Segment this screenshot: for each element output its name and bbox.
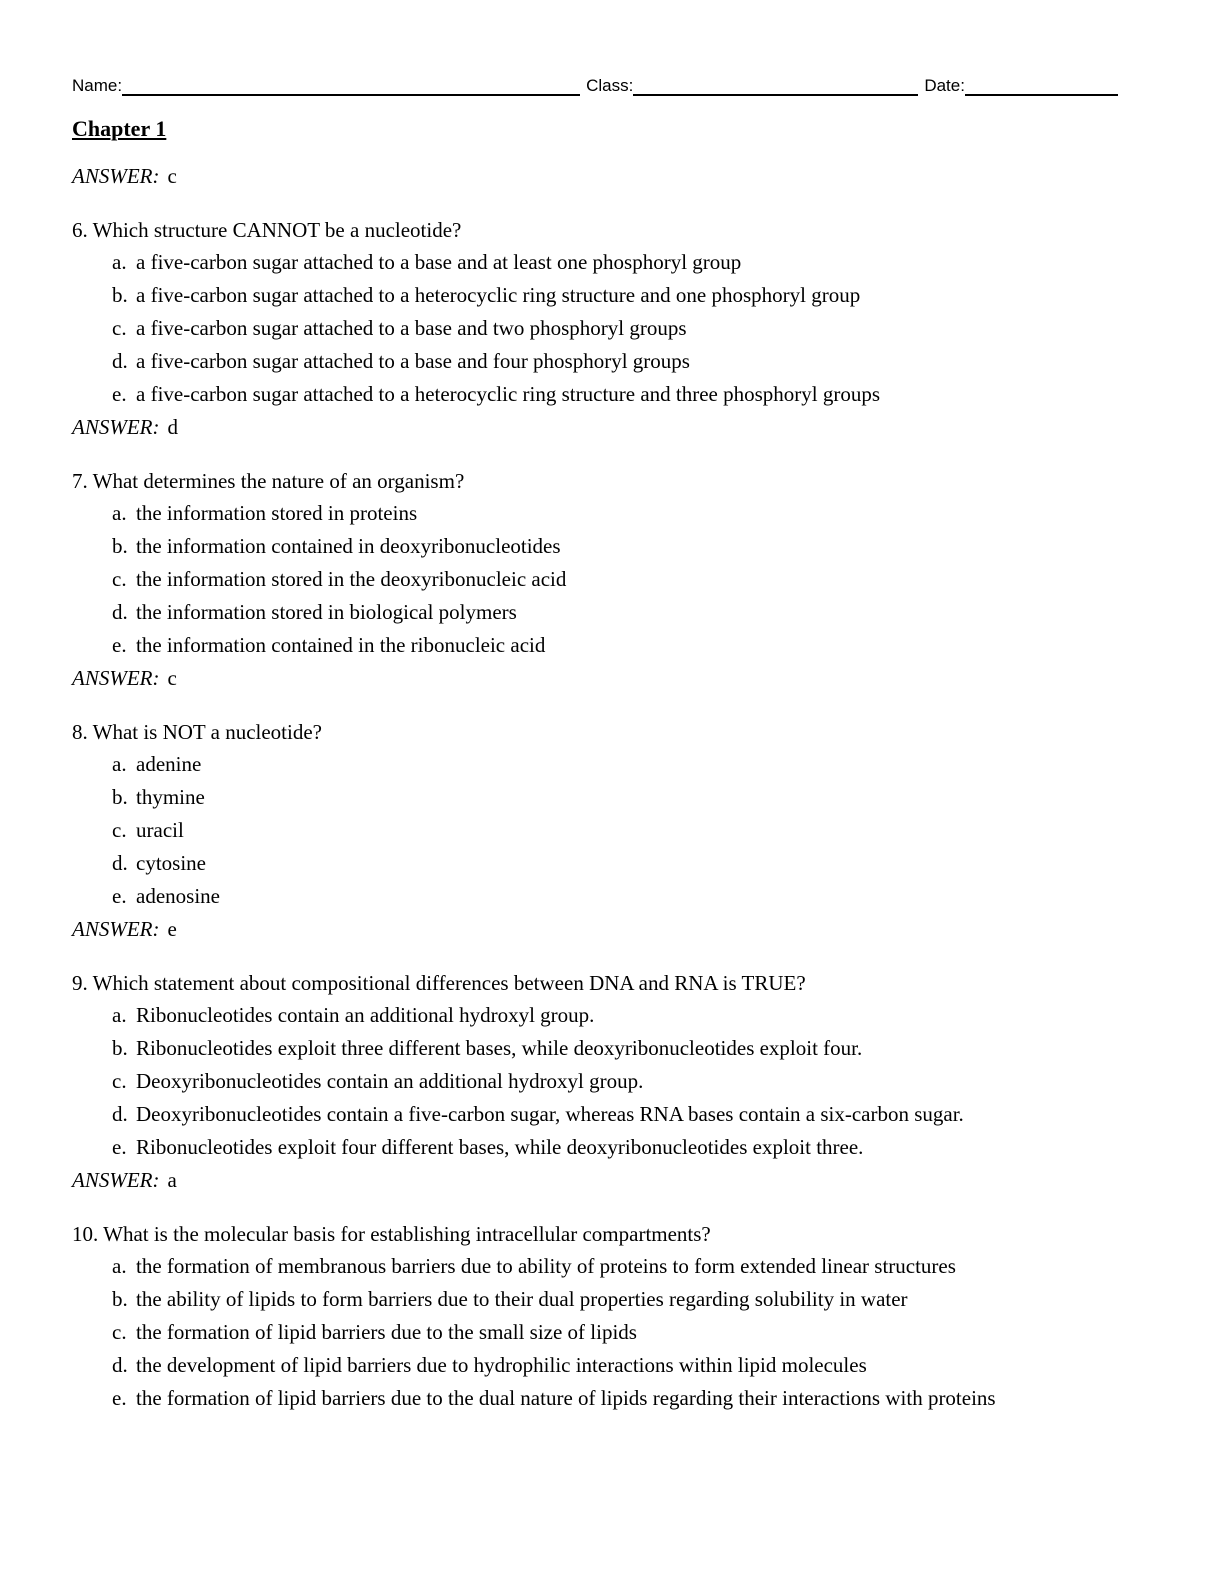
answer-line: [72, 913, 1144, 946]
question-stem: 9. Which statement about compositional differences between DNA and RNA is TRUE?: [72, 971, 806, 995]
answer-option: [72, 814, 1144, 847]
option-text: Ribonucleotides contain an additional hydroxyl group.: [136, 1003, 595, 1027]
option-letter: a.: [112, 1003, 127, 1027]
option-text: Ribonucleotides exploit four different bases, while deoxyribonucleotides exploit three.: [136, 1135, 864, 1159]
option-text: the development of lipid barriers due to hydrophilic interactions within lipid molecules: [136, 1353, 867, 1377]
question-block: [72, 1219, 1144, 1415]
option-letter: b.: [112, 1287, 128, 1311]
question-stem: 8. What is NOT a nucleotide?: [72, 720, 322, 744]
option-text: thymine: [136, 785, 205, 809]
option-letter: d.: [112, 600, 128, 624]
option-letter: e.: [112, 884, 127, 908]
question-stem: 10. What is the molecular basis for establishing intracellular compartments?: [72, 1222, 711, 1246]
answer-option: [72, 1349, 1144, 1382]
answer-option: [72, 1316, 1144, 1349]
answer-option: [72, 378, 1144, 411]
answer-option: [72, 1032, 1144, 1065]
answer-label: ANSWER:: [72, 1168, 160, 1192]
option-letter: a.: [112, 501, 127, 525]
option-letter: b.: [112, 534, 128, 558]
date-label: Date:: [924, 76, 965, 95]
option-letter: b.: [112, 283, 128, 307]
answer-option: [72, 312, 1144, 345]
option-text: a five-carbon sugar attached to a heterocyclic ring structure and one phosphoryl group: [136, 283, 861, 307]
answer-option: [72, 748, 1144, 781]
option-letter: e.: [112, 382, 127, 406]
answer-value: d: [167, 415, 178, 439]
option-letter: b.: [112, 785, 128, 809]
question-block: [72, 215, 1144, 444]
option-letter: b.: [112, 1036, 128, 1060]
option-letter: d.: [112, 349, 128, 373]
option-letter: a.: [112, 250, 127, 274]
answer-option: [72, 246, 1144, 279]
answer-label: ANSWER:: [72, 415, 160, 439]
option-letter: e.: [112, 633, 127, 657]
answer-value: e: [167, 917, 177, 941]
date-blank[interactable]: [965, 74, 1118, 96]
answer-option: [72, 279, 1144, 312]
answer-option: [72, 596, 1144, 629]
answer-option: [72, 880, 1144, 913]
class-blank[interactable]: [633, 74, 918, 96]
answer-option: [72, 1283, 1144, 1316]
answer-label: ANSWER:: [72, 917, 160, 941]
answer-option: [72, 1098, 1144, 1131]
answer-option: [72, 345, 1144, 378]
option-text: the information stored in biological polymers: [136, 600, 517, 624]
option-text: the ability of lipids to form barriers due to their dual properties regarding solubility in water: [136, 1287, 908, 1311]
option-letter: c.: [112, 316, 127, 340]
name-label: Name:: [72, 76, 123, 95]
option-text: the information contained in deoxyribonucleotides: [136, 534, 561, 558]
option-letter: a.: [112, 1254, 127, 1278]
option-text: a five-carbon sugar attached to a heterocyclic ring structure and three phosphoryl groups: [136, 382, 881, 406]
question-block: [72, 717, 1144, 946]
option-text: the formation of lipid barriers due to the dual nature of lipids regarding their interactions with proteins: [136, 1386, 996, 1410]
option-letter: d.: [112, 1353, 128, 1377]
class-label: Class:: [586, 76, 634, 95]
name-blank[interactable]: [122, 74, 580, 96]
option-letter: c.: [112, 567, 127, 591]
option-letter: d.: [112, 1102, 128, 1126]
option-text: the formation of membranous barriers due to ability of proteins to form extended linear structures: [136, 1254, 956, 1278]
option-text: Deoxyribonucleotides contain an additional hydroxyl group.: [136, 1069, 644, 1093]
option-text: Deoxyribonucleotides contain a five-carbon sugar, whereas RNA bases contain a six-carbon sugar.: [136, 1102, 964, 1126]
answer-option: [72, 563, 1144, 596]
answer-option: [72, 1250, 1144, 1283]
question-stem: 7. What determines the nature of an organism?: [72, 469, 465, 493]
option-letter: d.: [112, 851, 128, 875]
document-page: [72, 70, 1144, 1415]
option-text: adenine: [136, 752, 202, 776]
option-text: a five-carbon sugar attached to a base and four phosphoryl groups: [136, 349, 690, 373]
option-text: the information stored in the deoxyribonucleic acid: [136, 567, 567, 591]
option-letter: e.: [112, 1386, 127, 1410]
option-text: adenosine: [136, 884, 220, 908]
option-letter: a.: [112, 752, 127, 776]
answer-option: [72, 497, 1144, 530]
answer-line: [72, 662, 1144, 695]
option-letter: e.: [112, 1135, 127, 1159]
answer-option: [72, 530, 1144, 563]
answer-option: [72, 1382, 1144, 1415]
answer-value: a: [167, 1168, 177, 1192]
option-letter: c.: [112, 1320, 127, 1344]
question-list: [72, 215, 1144, 1415]
option-text: uracil: [136, 818, 184, 842]
option-letter: c.: [112, 818, 127, 842]
option-text: the information stored in proteins: [136, 501, 418, 525]
option-text: a five-carbon sugar attached to a base and at least one phosphoryl group: [136, 250, 742, 274]
option-text: cytosine: [136, 851, 206, 875]
answer-line: [72, 411, 1144, 444]
answer-line: [72, 1164, 1144, 1197]
answer-line: [72, 160, 1144, 193]
option-text: the formation of lipid barriers due to the small size of lipids: [136, 1320, 637, 1344]
option-text: the information contained in the ribonucleic acid: [136, 633, 546, 657]
answer-label: ANSWER:: [72, 666, 160, 690]
option-text: Ribonucleotides exploit three different bases, while deoxyribonucleotides exploit four.: [136, 1036, 863, 1060]
answer-option: [72, 781, 1144, 814]
chapter-title: Chapter 1: [72, 116, 167, 141]
answer-value: c: [167, 666, 177, 690]
question-stem: 6. Which structure CANNOT be a nucleotide?: [72, 218, 462, 242]
answer-option: [72, 847, 1144, 880]
answer-option: [72, 1065, 1144, 1098]
answer-option: [72, 629, 1144, 662]
question-block: [72, 968, 1144, 1197]
answer-option: [72, 999, 1144, 1032]
option-letter: c.: [112, 1069, 127, 1093]
question-block: [72, 466, 1144, 695]
answer-label: ANSWER:: [72, 164, 160, 188]
student-info-header: [72, 70, 1144, 96]
answer-value: c: [167, 164, 177, 188]
answer-option: [72, 1131, 1144, 1164]
option-text: a five-carbon sugar attached to a base and two phosphoryl groups: [136, 316, 687, 340]
